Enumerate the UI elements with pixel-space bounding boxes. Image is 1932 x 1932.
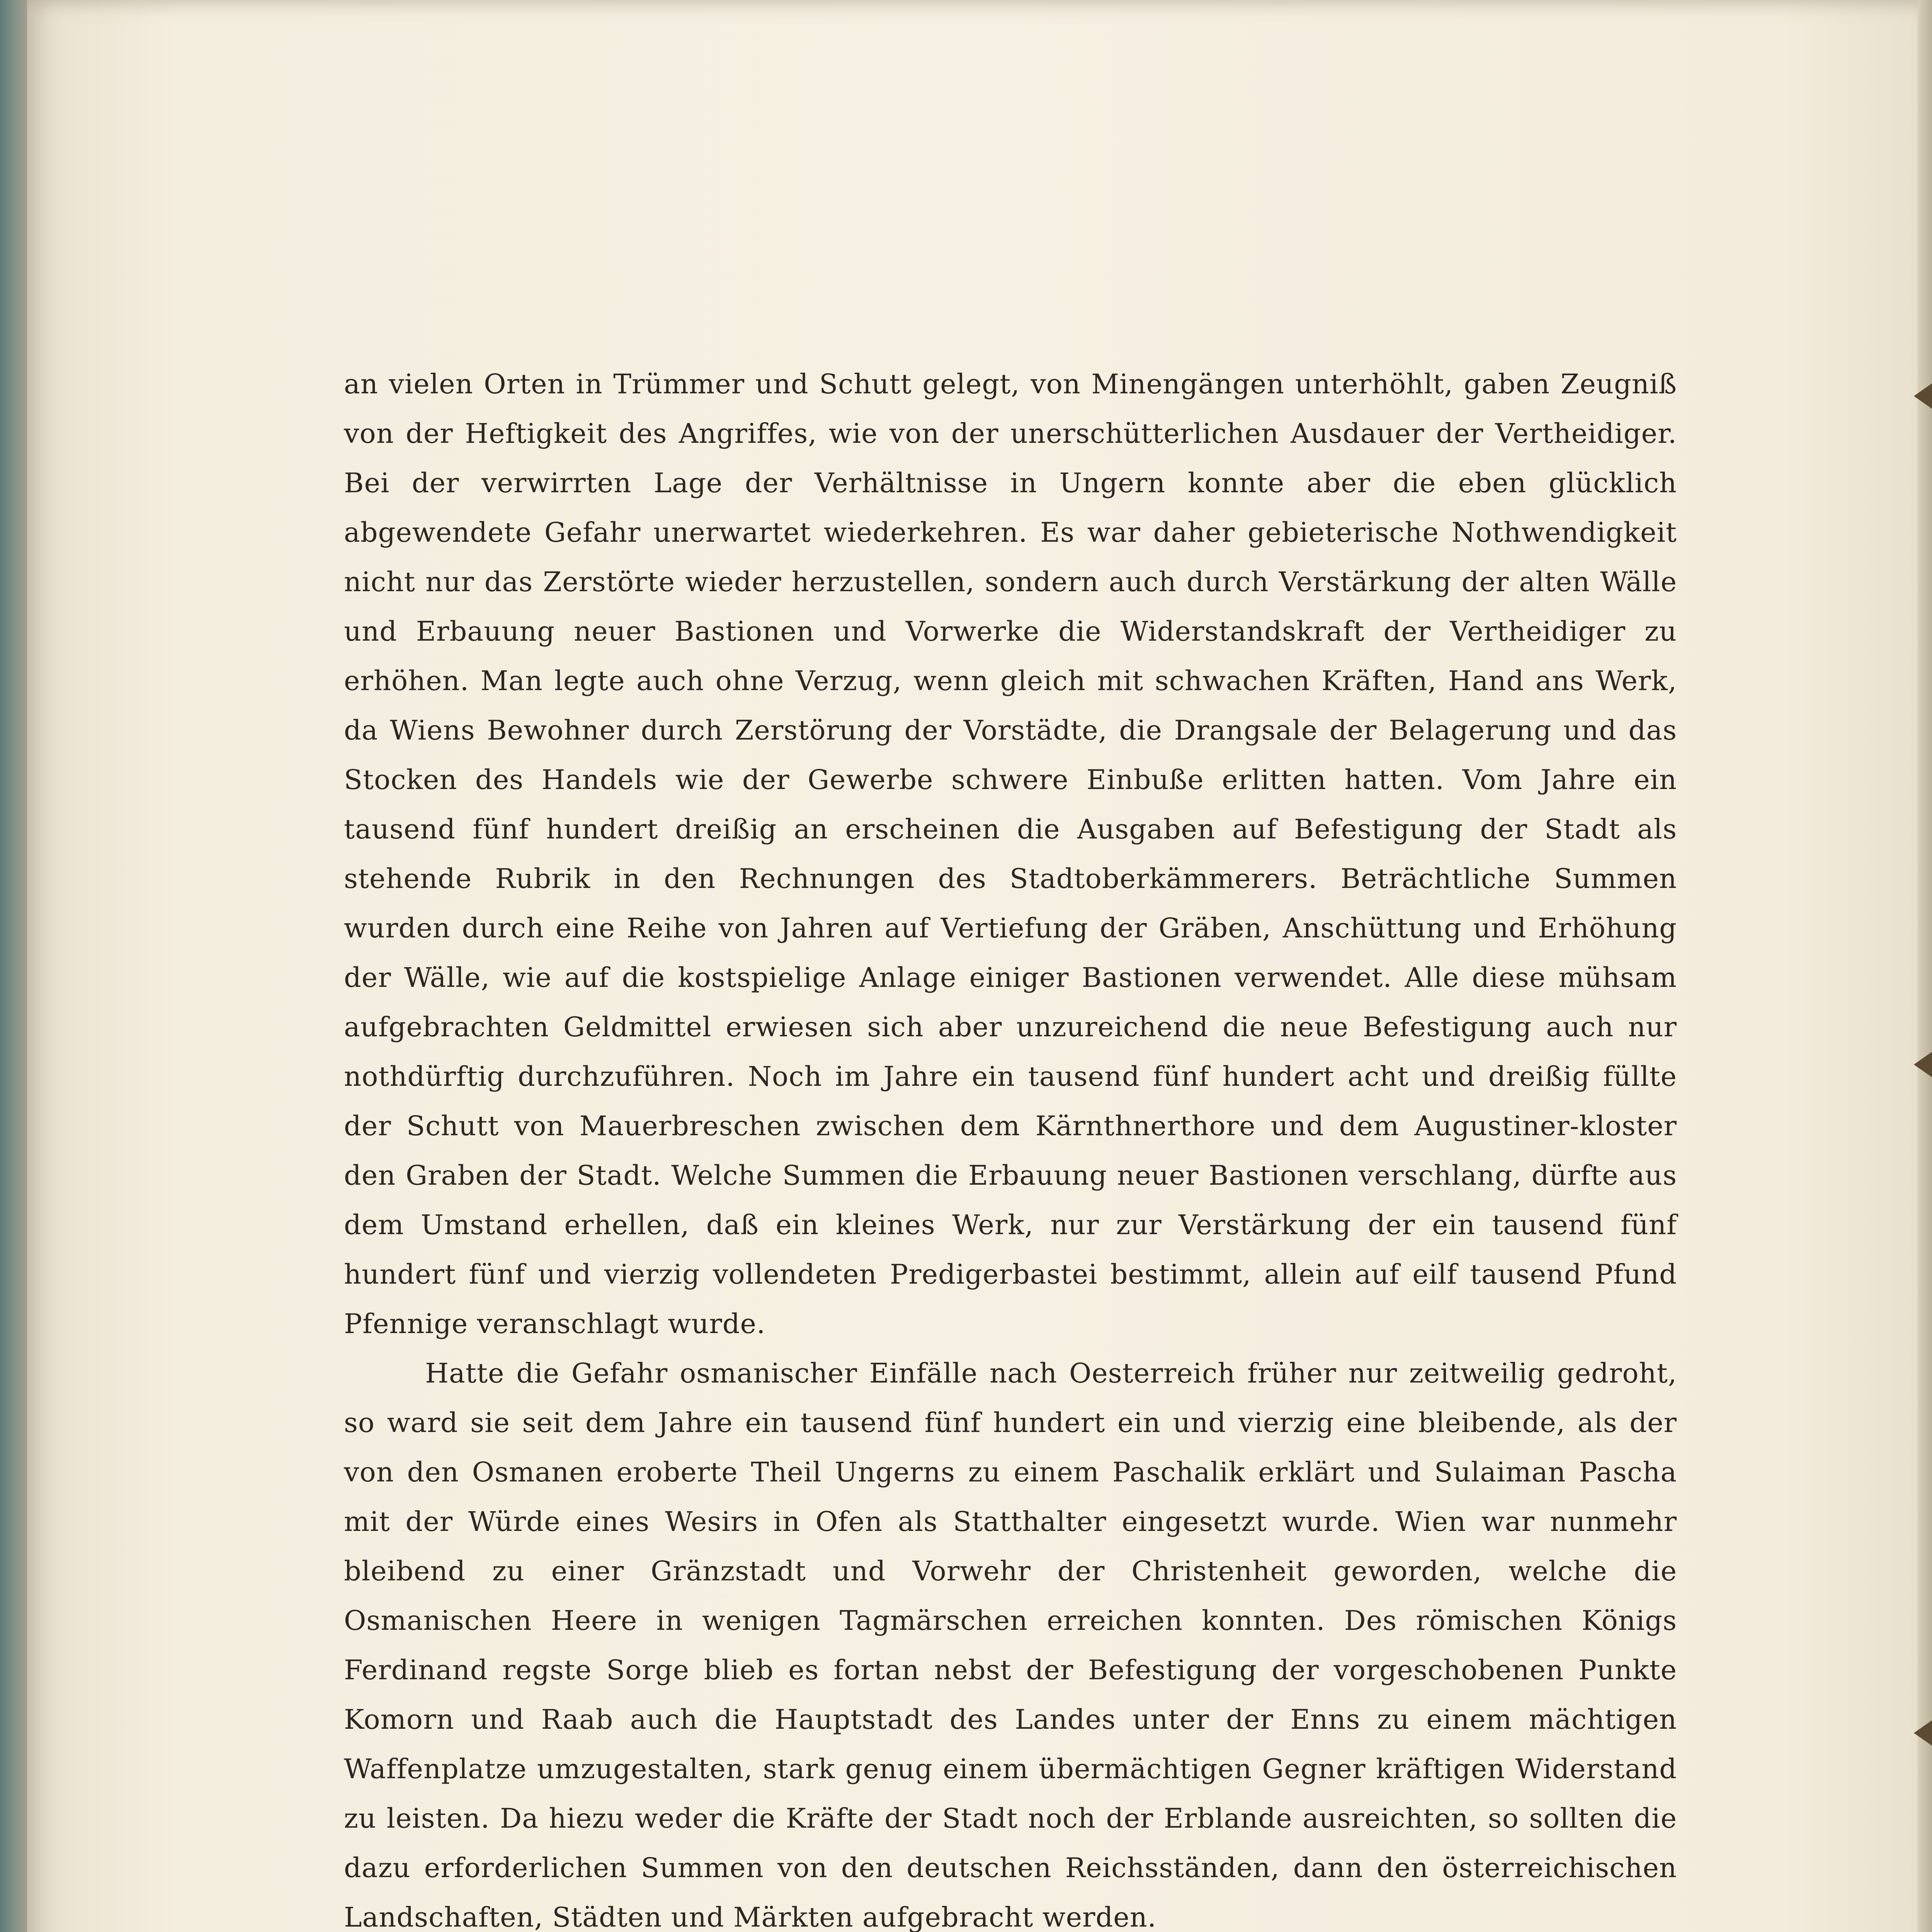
paragraph: Hatte die Gefahr osmanischer Einfälle nach Oesterreich früher nur zeitweilig gedroht, so ward sie seit dem Jahre ein tausend fünf hundert ein und vierzig eine bleibende, als der von den Osmanen eroberte Theil Ungerns zu einem Paschalik erklärt und Sulaiman Pascha mit der Würde eines Wesirs in Ofen als Statthalter eingesetzt wurde. Wien war nunmehr bleibend zu einer Gränzstadt und Vorwehr der Christenheit geworden, welche die Osmanischen Heere in wenigen Tagmärschen erreichen konnten. Des römischen Königs Ferdinand regste Sorge blieb es fortan nebst der Befestigung der vorgeschobenen Punkte Komorn und Raab auch die Hauptstadt des Landes unter der Enns zu einem mächtigen Waffenplatze umzugestalten, stark genug einem übermächtigen Gegner kräftigen Widerstand zu leisten. Da hiezu weder die Kräfte der Stadt noch der Erblande ausreichten, so sollten die dazu erforderlichen Summen von den deutschen Reichsständen, dann den österreichischen Landschaften, Städten und Märkten aufgebracht werden. bbox=[344, 1357, 1677, 1932]
book-binding bbox=[0, 0, 27, 1932]
paragraph: an vielen Orten in Trümmer und Schutt gelegt, von Minengängen unterhöhlt, gaben Zeugniß von der Heftigkeit des Angriffes, wie von der unerschütterlichen Ausdauer der Vertheidiger. Bei der verwirrten Lage der Verhältnisse in Ungern konnte aber die eben glücklich abgewendete Gefahr unerwartet wiederkehren. Es war daher gebieterische Nothwendigkeit nicht nur das Zerstörte wieder herzustellen, sondern auch durch Verstärkung der alten Wälle und Erbauung neuer Bastionen und Vorwerke die Widerstandskraft der Vertheidiger zu erhöhen. Man legte auch ohne Verzug, wenn gleich mit schwachen Kräften, Hand ans Werk, da Wiens Bewohner durch Zerstörung der Vorstädte, die Drangsale der Belagerung und das Stocken des Handels wie der Gewerbe schwere Einbuße erlitten hatten. Vom Jahre ein tausend fünf hundert dreißig an erscheinen die Ausgaben auf Befestigung der Stadt als stehende Rubrik in den Rechnungen des Stadtoberkämmerers. Beträchtliche Summen wurden durch eine Reihe von Jahren auf Vertiefung der Gräben, Anschüttung und Erhöhung der Wälle, wie auf die kostspielige Anlage einiger Bastionen verwendet. Alle diese mühsam aufgebrachten Geldmittel erwiesen sich aber unzureichend die neue Befestigung auch nur nothdürftig durchzuführen. Noch im Jahre ein tausend fünf hundert acht und dreißig füllte der Schutt von Mauerbreschen zwischen dem Kärnthnerthore und dem Augustiner-kloster den Graben der Stadt. Welche Summen die Erbauung neuer Bastionen verschlang, dürfte aus dem Umstand erhellen, daß ein kleines Werk, nur zur Verstärkung der ein tausend fünf hundert fünf und vierzig vollendeten Predigerbastei bestimmt, allein auf eilf tausend Pfund Pfennige veranschlagt wurde. bbox=[344, 368, 1677, 1340]
body-text bbox=[344, 359, 1677, 1932]
book-page bbox=[27, 0, 1932, 1932]
page-edge bbox=[1918, 0, 1932, 1932]
